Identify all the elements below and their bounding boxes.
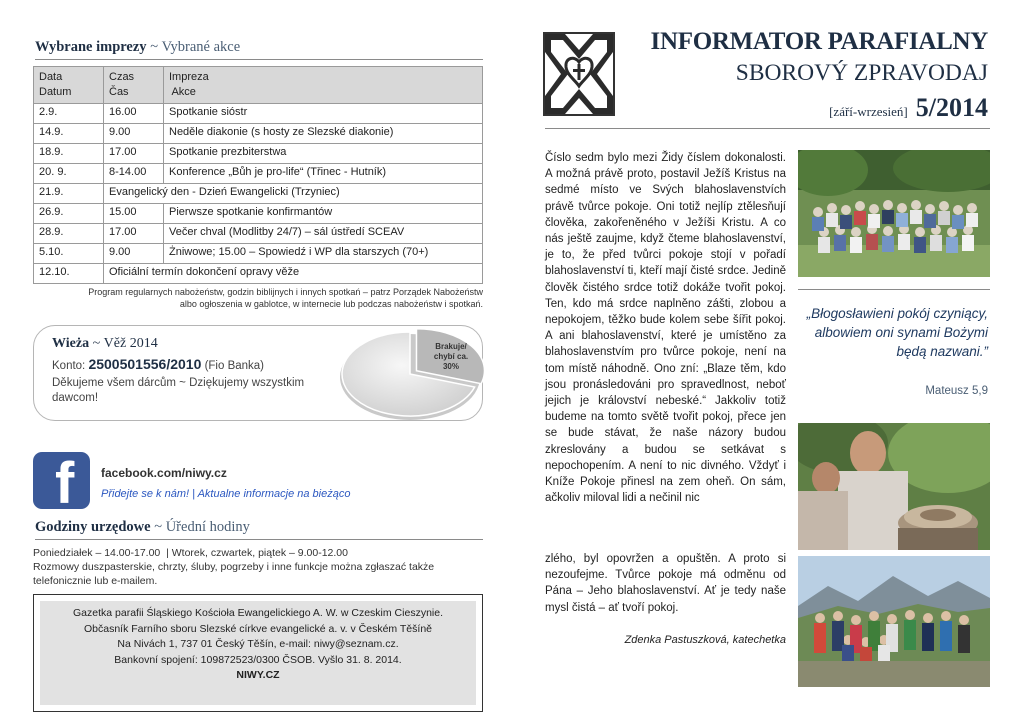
article-body: Číslo sedm bylo mezi Židy číslem dokonalosti. A možná právě proto, postavil Ježíš Kristus na sedmé místo ve Svých blahoslavenstvích právě tvůrce pokoje. Oni totiž nejlíp ztělesňují člověka, zakořeněného v Ježíši Kristu. A co nás ještě zaujme, když čteme blahoslavenství, je to, že před tvůrci pokoje stojí v pořadí blahoslavenství ti, kteří mají čisté srdce. Jedině člověk čistého srdce totiž dokáže tvořit pokoj. Ten, kdo má srdce naplněno zášti, zlobou a nepokojem, těžko bude kolem sebe šířit pokoj. A ani blahoslavenství, které je umístěno za blahoslavenstvím pro tvůrce pokoje, není na tom místě náhodně. Ono zní: „Blaze těm, kdo jsou pronásledováni pro spravedlnost, neboť jejich je království nebeské.“ Jakkoliv totiž budeme na tomto světě tvořit pokoj, přece jen se bude stávat, že naše názory budou zkreslovány a budou se setkávat s nepochopením. A není to nic divného. Vždyť i Kníže Pokoje přinesl na zem oheň. On sám, ačkoliv miloval lidi a nečinil nic: [545, 152, 786, 505]
article-ending: zlého, byl opovržen a opuštěn. A proto si nezoufejme. Tvůrce pokoje má odměnu od Pána – Jeho blahoslavenství. Ať je tedy naše mysl čistá – ať tvoří pokoj.: [545, 553, 786, 614]
tower-title-pl: Wieża: [52, 336, 90, 351]
row-date: 20. 9.: [34, 164, 104, 184]
office-hours-line2: Rozmowy duszpasterskie, chrzty, śluby, pogrzeby i inne funkcje można zgłaszać także telefonicznie lub e-mailem.: [33, 561, 435, 587]
header-time-cz: Čas: [109, 86, 129, 98]
row-event: Konference „Bůh je pro-life“ (Třinec - Hutník): [164, 164, 483, 184]
group-photo-image: [798, 150, 990, 277]
row-time: 17.00: [104, 144, 164, 164]
tower-title-sep: ~: [92, 336, 101, 351]
office-hours-line1: Poniedziałek – 14.00-17.00 | Wtorek, czwartek, piątek – 9.00-12.00: [33, 547, 348, 559]
cross-heart-logo-icon: [543, 32, 615, 116]
tower-account: [52, 356, 264, 372]
events-note-line1: Program regularnych nabożeństw, godzin biblijnych i innych spotkań – patrz Porządek Nabożeństw: [88, 287, 483, 297]
pie-label-line1: Brakuje/: [435, 342, 467, 351]
bible-quote-reference: Mateusz 5,9: [925, 385, 988, 397]
events-table-header: [34, 67, 483, 104]
publication-title: INFORMATOR PARAFIALNY: [650, 28, 988, 55]
row-date: 21.9.: [34, 184, 104, 204]
hours-title-cz: Úřední hodiny: [165, 519, 250, 535]
header-date-pl: Data: [39, 71, 63, 83]
imprint-box: [33, 594, 483, 712]
tower-title: [52, 336, 158, 352]
row-time: 17.00: [104, 224, 164, 244]
tower-fund-box: [33, 325, 483, 421]
office-hours-text: [33, 546, 483, 588]
table-row: [34, 224, 483, 244]
facebook-link[interactable]: facebook.com/niwy.cz: [101, 466, 227, 480]
events-section-title: [35, 39, 483, 60]
facebook-tagline: Přidejte se k nám! | Aktualne informacje na bieżąco: [101, 488, 351, 500]
row-event: Večer chval (Modlitby 24/7) – sál ústředí SCEAV: [164, 224, 483, 244]
account-label: Konto:: [52, 360, 86, 372]
row-event: Evangelický den - Dzień Ewangelicki (Trzyniec): [104, 184, 483, 204]
header-event-cz: Akce: [169, 86, 196, 98]
bible-quote: „Błogosławieni pokój czyniący, albowiem oni synami Bożymi będą nazwani.”: [806, 306, 988, 359]
header-date: [34, 67, 104, 104]
table-row: [34, 184, 483, 204]
pie-label-line3: 30%: [442, 362, 459, 371]
account-bank: (Fio Banka): [204, 360, 264, 372]
events-title-cz: Vybrané akce: [161, 39, 241, 55]
row-date: 28.9.: [34, 224, 104, 244]
row-time: 8-14.00: [104, 164, 164, 184]
imprint-content: [40, 601, 476, 705]
header-event: [164, 67, 483, 104]
row-time: 16.00: [104, 104, 164, 124]
facebook-icon[interactable]: [33, 452, 90, 509]
row-time: 15.00: [104, 204, 164, 224]
account-number: 2500501556/2010: [88, 356, 202, 372]
row-date: 18.9.: [34, 144, 104, 164]
hours-title-pl: Godziny urzędowe: [35, 519, 151, 535]
hours-title-rule: [35, 539, 483, 540]
row-date: 2.9.: [34, 104, 104, 124]
table-row: [34, 204, 483, 224]
publication-subtitle: SBOROVÝ ZPRAVODAJ: [735, 60, 988, 86]
row-event: Oficiální termín dokončení opravy věže: [104, 264, 483, 284]
table-row: [34, 144, 483, 164]
header-date-cz: Datum: [39, 86, 72, 98]
row-event: Pierwsze spotkanie konfirmantów: [164, 204, 483, 224]
events-table: [33, 66, 483, 284]
header-time: [104, 67, 164, 104]
row-event: Neděle diakonie (s hosty ze Slezské diakonie): [164, 124, 483, 144]
article-author: Zdenka Pastuszková, katechetka: [624, 634, 786, 646]
issue-period: [září-wrzesień]: [829, 104, 908, 119]
hours-title-sep: ~: [154, 519, 163, 535]
table-row: [34, 124, 483, 144]
events-title-sep: ~: [150, 39, 159, 55]
table-row: [34, 104, 483, 124]
publication-issue: [620, 93, 988, 123]
row-date: 12.10.: [34, 264, 104, 284]
issue-number: 5/2014: [915, 93, 988, 122]
events-note-line2: albo ogłoszenia w gablotce, w internecie lub podczas nabożeństw i spotkań.: [179, 299, 483, 309]
row-event: Spotkanie prezbiterstwa: [164, 144, 483, 164]
imprint-brand[interactable]: NIWY.CZ: [236, 669, 280, 681]
pie-missing-label: [422, 342, 480, 372]
row-event: Żniwowe; 15.00 – Spowiedź i WP dla starszych (70+): [164, 244, 483, 264]
tower-progress-pie: [336, 324, 488, 422]
imprint-line: Občasník Farního sboru Slezské církve evangelické a. v. v Českém Těšíně: [83, 622, 432, 635]
row-date: 26.9.: [34, 204, 104, 224]
tower-thanks: Děkujeme všem dárcům ~ Dziękujemy wszystkim dawcom!: [52, 377, 305, 404]
row-time: 9.00: [104, 124, 164, 144]
facebook-f-glyph: f: [55, 452, 75, 509]
imprint-line: Gazetka parafii Śląskiego Kościoła Ewangelickiego A. W. w Czeskim Cieszynie.: [73, 607, 443, 619]
events-note: [33, 286, 483, 310]
header-time-pl: Czas: [109, 71, 135, 83]
header-rule: [545, 128, 990, 129]
imprint-line: Bankovní spojení: 109872523/0300 ČSOB. Vyšlo 31. 8. 2014.: [114, 653, 402, 666]
imprint-line: Na Nivách 1, 737 01 Český Těšín, e-mail: niwy@seznam.cz.: [117, 638, 399, 650]
tower-title-cz: Věž 2014: [103, 336, 158, 351]
quote-rule: [798, 289, 990, 290]
events-title-rule: [35, 59, 483, 60]
row-date: 14.9.: [34, 124, 104, 144]
header-event-pl: Impreza: [169, 71, 209, 83]
office-hours-title: [35, 519, 483, 540]
events-title-pl: Wybrane imprezy: [35, 39, 147, 55]
table-row: [34, 164, 483, 184]
pie-label-line2: chybí ca.: [433, 352, 469, 361]
mountain-group-photo-image: [798, 556, 990, 687]
row-time: 9.00: [104, 244, 164, 264]
row-date: 5.10.: [34, 244, 104, 264]
row-event: Spotkanie sióstr: [164, 104, 483, 124]
pottery-photo-image: [798, 423, 990, 550]
table-row: [34, 244, 483, 264]
table-row: [34, 264, 483, 284]
